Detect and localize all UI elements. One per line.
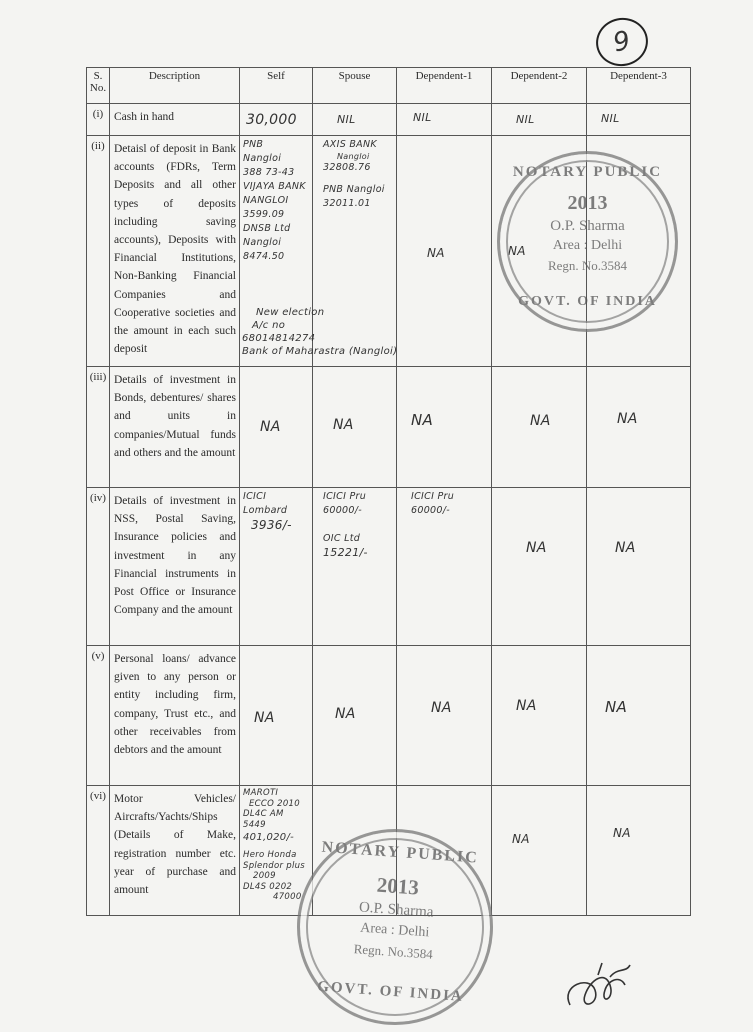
- line: AXIS BANK: [323, 139, 377, 150]
- line: ECCO 2010: [249, 798, 300, 809]
- line: DL4C AM 5449: [243, 809, 284, 830]
- row-sno: (i): [87, 104, 110, 136]
- cell-value: NA: [613, 826, 631, 840]
- stamp-regn: Regn. No.3584: [547, 258, 628, 273]
- cell-value: NIL: [601, 112, 620, 125]
- cell-value: NA: [617, 411, 638, 427]
- stamp-area: Area : Delhi: [359, 920, 430, 941]
- line: 32011.01: [323, 198, 371, 209]
- table-row: [87, 104, 691, 136]
- line: OIC Ltd: [323, 533, 361, 544]
- stamp-top-text: NOTARY PUBLIC: [512, 164, 663, 180]
- line: DNSB Ltd: [243, 223, 291, 234]
- cell-value: NA: [260, 419, 281, 435]
- stamp-year: 2013: [567, 192, 608, 214]
- spouse-investments: [313, 488, 396, 562]
- stamp-bottom-text: GOVT. OF INDIA: [518, 294, 657, 309]
- row-dep1: [397, 646, 492, 786]
- line: 388 73-43: [243, 167, 295, 178]
- line: 47000: [273, 892, 302, 903]
- spouse-deposits: [313, 136, 396, 213]
- cell-value: NA: [526, 540, 547, 556]
- self-vehicles: [240, 786, 312, 905]
- line: PNB Nangloi: [323, 184, 385, 195]
- row-self: [240, 488, 313, 646]
- line: MAROTI: [243, 788, 279, 798]
- row-dep3: [587, 488, 691, 646]
- row-description: Cash in hand: [110, 104, 240, 136]
- header-dependent-1: Dependent-1: [397, 68, 492, 104]
- row-dep2: [492, 104, 587, 136]
- cell-value: NA: [411, 411, 434, 429]
- row-description: Detaisl of deposit in Bank accounts (FDRs, Term Deposits and all other types of deposits including saving accounts), Deposits with Financial Institutions, Non-Banking Financial Companies and Cooperative societies and the amount in each such deposit: [110, 136, 240, 367]
- row-sno: (vi): [87, 786, 110, 916]
- cell-value: NA: [615, 540, 636, 556]
- row-spouse: [313, 646, 397, 786]
- row-dep1: [397, 104, 492, 136]
- line: 60000/-: [411, 505, 450, 516]
- cell-value: NIL: [516, 113, 535, 126]
- row-self: [240, 104, 313, 136]
- signature-icon: [560, 955, 640, 1015]
- notary-stamp: [290, 822, 499, 1031]
- table-row: [87, 367, 691, 488]
- header-dependent-3: Dependent-3: [587, 68, 691, 104]
- stamp-year: 2013: [376, 872, 420, 900]
- cell-value: NIL: [413, 111, 432, 124]
- row-sno: (ii): [87, 136, 110, 367]
- line: New election: [256, 307, 325, 318]
- self-investments: [240, 488, 312, 534]
- cell-value: NA: [508, 244, 526, 258]
- cell-value: NIL: [337, 113, 356, 126]
- line: 3936/-: [251, 518, 292, 532]
- notary-stamp: [497, 151, 678, 332]
- row-spouse: [313, 367, 397, 488]
- stamp-area: Area : Delhi: [552, 238, 623, 253]
- row-description: Details of investment in Bonds, debentures/ shares and units in companies/Mutual funds and others and the amount: [110, 367, 240, 488]
- header-spouse: Spouse: [313, 68, 397, 104]
- cell-value: NA: [516, 698, 537, 714]
- line: Bank of Maharastra (Nangloi): [242, 346, 398, 357]
- header-sno: S. No.: [87, 68, 110, 104]
- header-row: [87, 68, 691, 104]
- line: Nangloi: [337, 152, 370, 161]
- line: ICICI: [243, 491, 267, 502]
- row-description: Motor Vehicles/ Aircrafts/Yachts/Ships (Details of Make, registration number etc. year of purchase and amount: [110, 786, 240, 916]
- line: 60000/-: [323, 505, 362, 516]
- row-dep1: [397, 367, 492, 488]
- cell-value: NA: [254, 710, 275, 726]
- line: ICICI Pru: [411, 491, 455, 502]
- header-dependent-2: Dependent-2: [492, 68, 587, 104]
- row-dep1: [397, 488, 492, 646]
- line: Splendor plus: [243, 860, 306, 871]
- cell-value: NA: [427, 246, 445, 260]
- cell-value: NA: [431, 700, 452, 716]
- cell-value: 30,000: [246, 112, 297, 128]
- line: A/c no: [252, 320, 286, 331]
- row-dep3: [587, 367, 691, 488]
- line: NANGLOI: [243, 195, 289, 206]
- line: Lombard: [243, 505, 288, 516]
- line: 32808.76: [323, 162, 371, 173]
- row-spouse: [313, 104, 397, 136]
- table-row: [87, 646, 691, 786]
- page-number: 9: [592, 13, 653, 71]
- line: 8474.50: [243, 251, 285, 262]
- self-deposits: [240, 136, 312, 266]
- header-description: Description: [110, 68, 240, 104]
- cell-value: NA: [512, 832, 530, 846]
- row-dep2: [492, 786, 587, 916]
- dep1-investments: [397, 488, 491, 520]
- line: 2009: [253, 871, 276, 882]
- stamp-name: O.P. Sharma: [358, 899, 434, 921]
- stamp-name: O.P. Sharma: [550, 218, 625, 234]
- row-description: Personal loans/ advance given to any person or entity including firm, company, Trust etc., and other receivables from debtors and the amount: [110, 646, 240, 786]
- line: Nangloi: [243, 153, 282, 164]
- line: Hero Honda: [243, 849, 297, 860]
- line: ICICI Pru: [323, 491, 367, 502]
- row-sno: (iii): [87, 367, 110, 488]
- row-dep3: [587, 646, 691, 786]
- row-dep3: [587, 786, 691, 916]
- line: Nangloi: [243, 237, 282, 248]
- row-spouse: [313, 136, 397, 367]
- line: VIJAYA BANK: [243, 181, 306, 192]
- line: 3599.09: [243, 209, 285, 220]
- row-sno: (v): [87, 646, 110, 786]
- row-dep2: [492, 646, 587, 786]
- row-dep1: [397, 136, 492, 367]
- cell-value: NA: [605, 698, 628, 716]
- row-dep2: [492, 367, 587, 488]
- line: 401,020/-: [243, 832, 295, 844]
- header-self: Self: [240, 68, 313, 104]
- stamp-top-text: NOTARY PUBLIC: [321, 838, 480, 867]
- line: PNB: [243, 139, 264, 150]
- stamp-regn: Regn. No.3584: [353, 941, 434, 962]
- cell-value: NA: [335, 706, 356, 722]
- row-self: [240, 367, 313, 488]
- stamp-bottom-text: GOVT. OF INDIA: [316, 978, 465, 1005]
- row-spouse: [313, 488, 397, 646]
- line: DL4S 0202: [243, 881, 293, 892]
- row-sno: (iv): [87, 488, 110, 646]
- row-description: Details of investment in NSS, Postal Saving, Insurance policies and investment in any Financial instruments in Post Office or Insurance Company and the amount: [110, 488, 240, 646]
- row-self: [240, 646, 313, 786]
- cell-value: NA: [333, 417, 354, 433]
- table-row: [87, 488, 691, 646]
- row-dep2: [492, 488, 587, 646]
- line: 68014814274: [242, 333, 316, 344]
- row-dep3: [587, 104, 691, 136]
- cell-value: NA: [530, 413, 551, 429]
- line: 15221/-: [323, 546, 368, 559]
